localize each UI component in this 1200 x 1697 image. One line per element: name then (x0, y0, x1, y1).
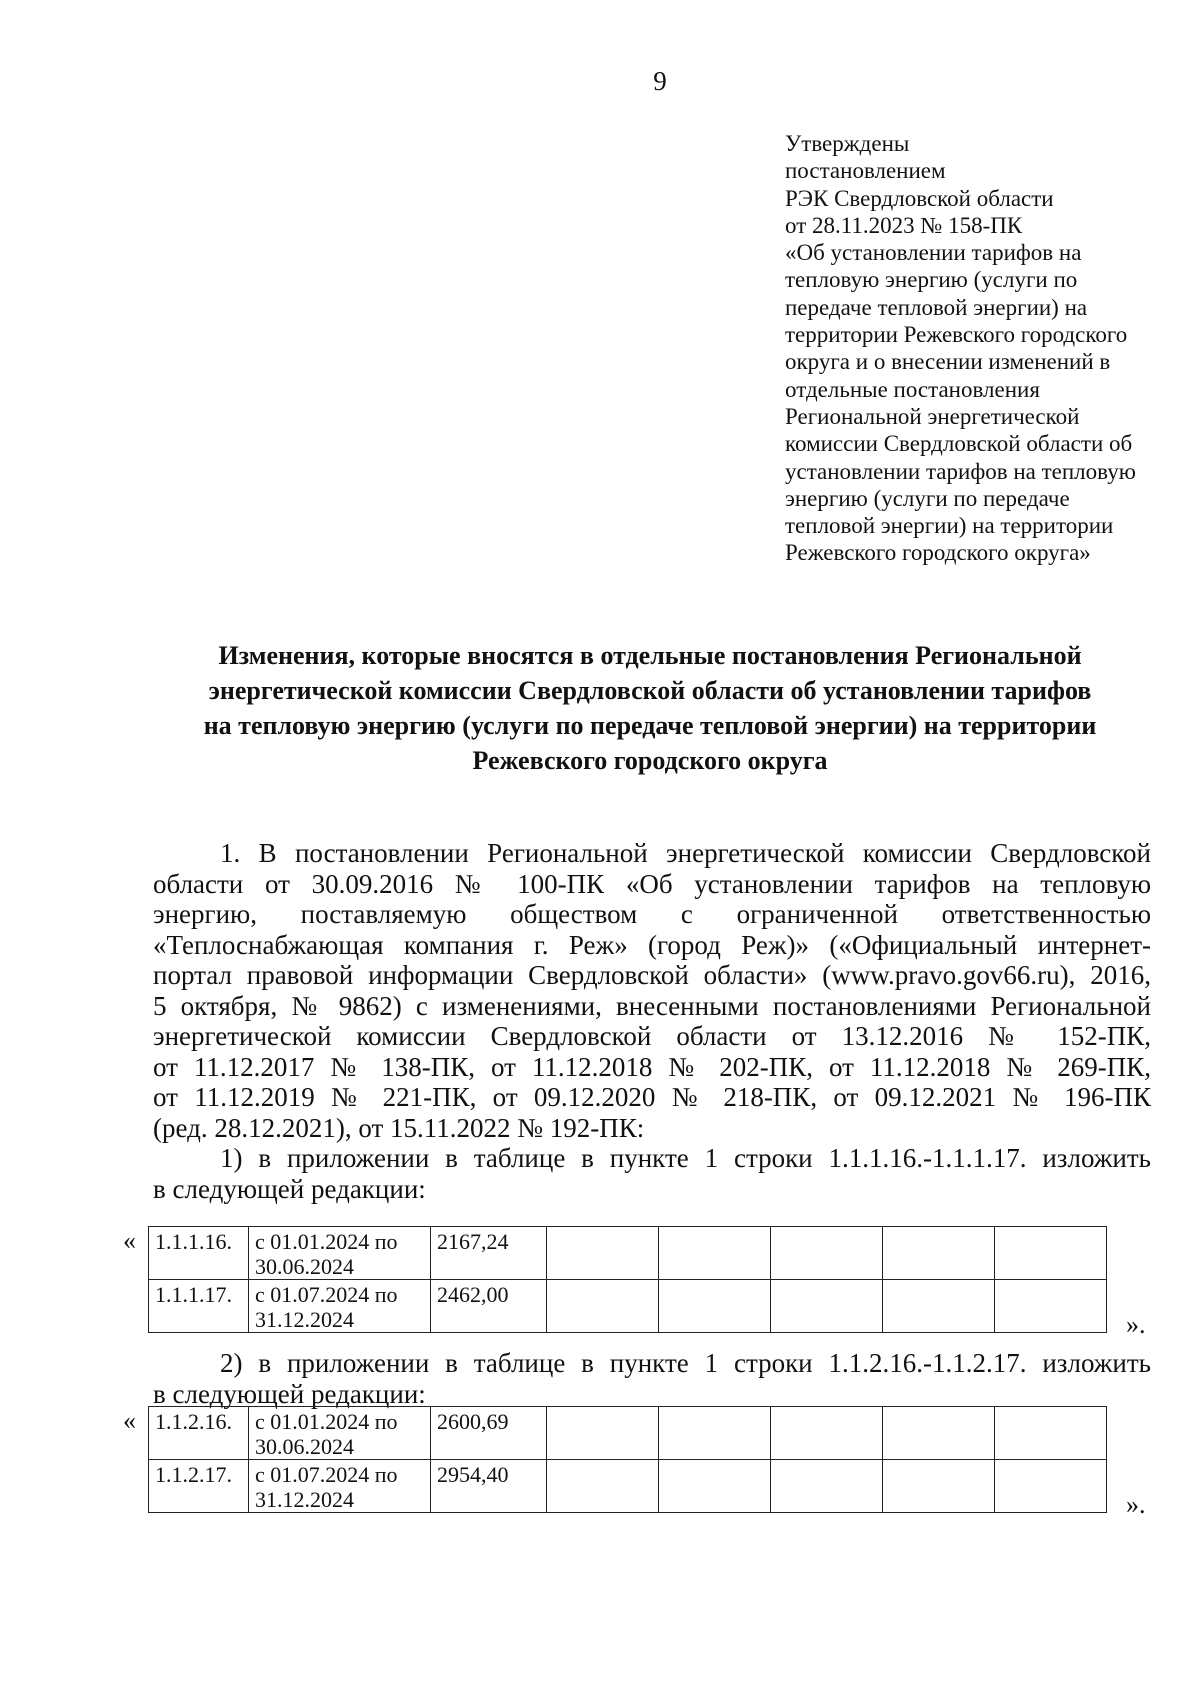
tariff-value: 2462,00 (431, 1280, 547, 1333)
row-number: 1.1.2.16. (149, 1407, 249, 1460)
period-cell (249, 1280, 431, 1333)
approval-line: передаче тепловой энергии) на (785, 294, 1088, 320)
empty-cell (547, 1227, 659, 1280)
item-1-text: 1) в приложении в таблице в пункте 1 строки 1.1.1.16.-1.1.1.17. изложить (220, 1143, 1151, 1173)
empty-cell (995, 1460, 1107, 1513)
open-quote: « (123, 1406, 136, 1435)
row-number: 1.1.1.16. (149, 1227, 249, 1280)
approval-line: РЭК Свердловской области (785, 185, 1054, 211)
approval-line: тепловой энергии) на территории (785, 513, 1114, 539)
item-1-text-cont: в следующей редакции: (153, 1173, 426, 1204)
period-start: с 01.07.2024 по (255, 1282, 398, 1307)
empty-cell (659, 1407, 771, 1460)
approval-line: установлении тарифов на тепловую (785, 458, 1136, 484)
paragraph-line: от 11.12.2017 № 138-ПК, от 11.12.2018 № 202-ПК, от 11.12.2018 № 269-ПК, (153, 1051, 1151, 1082)
paragraph-line: (ред. 28.12.2021), от 15.11.2022 № 192-ПК: (153, 1112, 645, 1143)
item-2-text-cont: в следующей редакции: (153, 1378, 426, 1409)
empty-cell (659, 1227, 771, 1280)
tariff-value: 2600,69 (431, 1407, 547, 1460)
title-line: на тепловую энергию (услуги по передаче тепловой энергии) на территории (203, 711, 1097, 740)
paragraph-line: энергию, поставляемую обществом с ограниченной ответственностью (153, 899, 1151, 929)
empty-cell (883, 1407, 995, 1460)
empty-cell (995, 1227, 1107, 1280)
title-line: Изменения, которые вносятся в отдельные постановления Региональной (218, 641, 1082, 670)
approval-block (785, 130, 1165, 567)
period-cell (249, 1407, 431, 1460)
item-2 (153, 1348, 1151, 1409)
open-quote: « (123, 1226, 136, 1255)
approval-line: территории Режевского городского (785, 322, 1128, 348)
item-2-text: 2) в приложении в таблице в пункте 1 строки 1.1.2.16.-1.1.2.17. изложить (220, 1348, 1151, 1378)
period-start: с 01.01.2024 по (255, 1409, 398, 1434)
period-start: с 01.01.2024 по (255, 1229, 398, 1254)
paragraph-line: 1. В постановлении Региональной энергетической комиссии Свердловской (220, 838, 1151, 868)
empty-cell (771, 1460, 883, 1513)
empty-cell (883, 1280, 995, 1333)
empty-cell (659, 1460, 771, 1513)
table-row (149, 1407, 1107, 1460)
close-quote: ». (1126, 1490, 1146, 1519)
tariff-value: 2167,24 (431, 1227, 547, 1280)
paragraph-line: энергетической комиссии Свердловской области от 13.12.2016 № 152-ПК, (153, 1021, 1151, 1051)
approval-line: «Об установлении тарифов на (785, 240, 1082, 266)
period-end: 30.06.2024 (255, 1434, 354, 1459)
paragraph-line: 5 октября, № 9862) с изменениями, внесенными постановлениями Региональной (153, 990, 1151, 1021)
paragraph-line: портал правовой информации Свердловской области» (www.pravo.gov66.ru), 2016, (153, 960, 1151, 990)
approval-line: комиссии Свердловской области об (785, 431, 1133, 457)
empty-cell (771, 1407, 883, 1460)
title-line: Режевского городского округа (472, 746, 828, 775)
tariff-table-2 (148, 1406, 1107, 1513)
table-row (149, 1280, 1107, 1333)
approval-line: тепловую энергию (услуги по (785, 267, 1078, 293)
empty-cell (995, 1280, 1107, 1333)
period-end: 31.12.2024 (255, 1487, 354, 1512)
empty-cell (883, 1460, 995, 1513)
paragraph-line: области от 30.09.2016 № 100-ПК «Об установлении тарифов на тепловую (153, 868, 1151, 899)
title-line: энергетической комиссии Свердловской области об установлении тарифов (208, 676, 1092, 705)
empty-cell (547, 1460, 659, 1513)
paragraph-line: от 11.12.2019 № 221-ПК, от 09.12.2020 № 218-ПК, от 09.12.2021 № 196-ПК (153, 1082, 1151, 1112)
paragraph-line: «Теплоснабжающая компания г. Реж» (город Реж)» («Официальный интернет- (153, 929, 1151, 960)
paragraph-1 (153, 838, 1151, 1204)
table-row (149, 1227, 1107, 1280)
empty-cell (771, 1280, 883, 1333)
approval-line: от 28.11.2023 № 158-ПК (785, 212, 1023, 238)
approval-line: Региональной энергетической (785, 403, 1080, 429)
empty-cell (771, 1227, 883, 1280)
tariff-table-1 (148, 1226, 1107, 1333)
empty-cell (995, 1407, 1107, 1460)
approval-line: постановлением (785, 158, 946, 184)
empty-cell (659, 1280, 771, 1333)
row-number: 1.1.1.17. (149, 1280, 249, 1333)
period-end: 31.12.2024 (255, 1307, 354, 1332)
approval-line: отдельные постановления (785, 376, 1040, 402)
empty-cell (883, 1227, 995, 1280)
approval-line: округа и о внесении изменений в (785, 349, 1111, 375)
period-start: с 01.07.2024 по (255, 1462, 398, 1487)
approval-line: энергию (услуги по передаче (785, 485, 1070, 511)
approval-line: Режевского городского округа» (785, 540, 1091, 566)
period-cell (249, 1227, 431, 1280)
tariff-value: 2954,40 (431, 1460, 547, 1513)
period-end: 30.06.2024 (255, 1254, 354, 1279)
document-title (150, 638, 1150, 778)
empty-cell (547, 1280, 659, 1333)
page-number: 9 (653, 66, 667, 96)
table-row (149, 1460, 1107, 1513)
approval-line: Утверждены (785, 131, 910, 156)
close-quote: ». (1126, 1310, 1146, 1339)
empty-cell (547, 1407, 659, 1460)
row-number: 1.1.2.17. (149, 1460, 249, 1513)
period-cell (249, 1460, 431, 1513)
